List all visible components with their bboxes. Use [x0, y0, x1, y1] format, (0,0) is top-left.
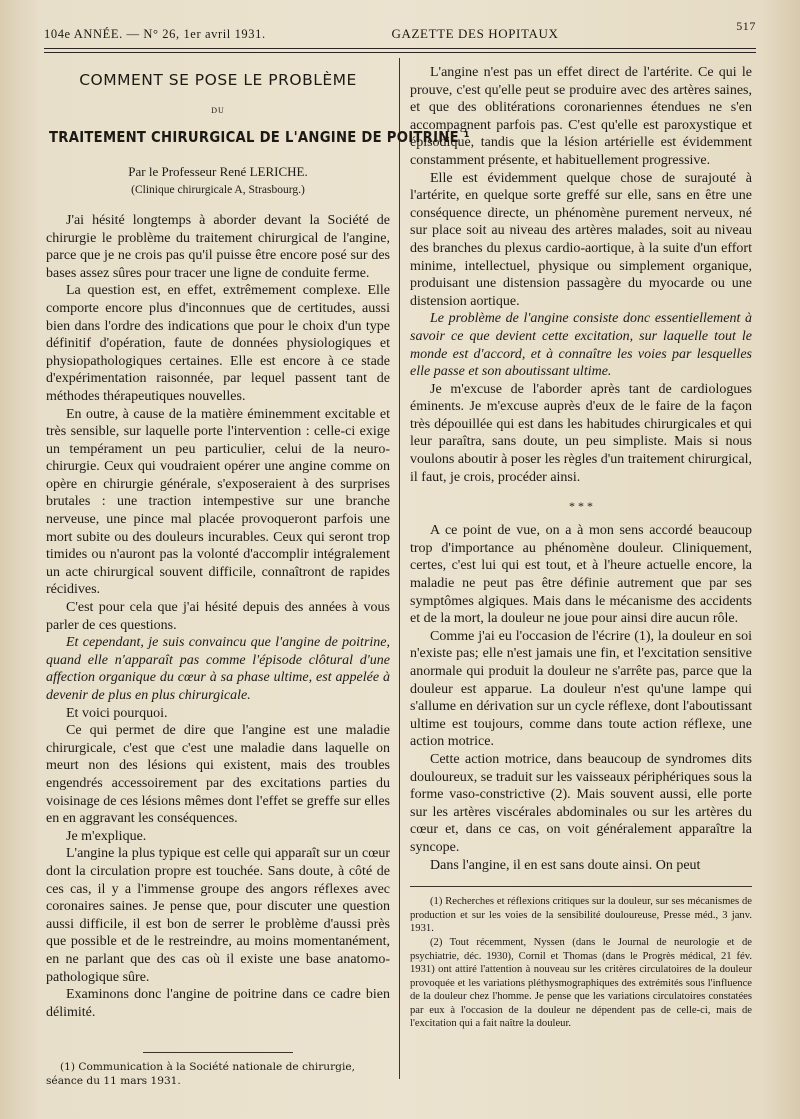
paragraph: L'angine n'est pas un effet direct de l'artérite. Ce qui le prouve, c'est qu'elle peut se produire avec des artères saines, et que des oblitérations coronariennes étendues ne s'en accompagnent parfois pas. C'est qu'elle est paroxystique et épisodique, tandis que la lésion artérielle est évidemment constamment présente, et habituellement progressive.	[410, 65, 752, 168]
header-rule-top	[44, 48, 756, 49]
paragraph: Cette action motrice, dans beaucoup de syndromes dits douloureux, se traduit sur les vaisseaux périphériques sous la forme vaso-constrictive (2). Mais souvent aussi, elle porte sur les artères viscérales abdominales ou sur les artères du cœur et, dans ce cas, on voit généralement apparaître la syncope.	[410, 751, 752, 855]
left-footnote-block	[46, 1052, 390, 1088]
paragraph: Comme j'ai eu l'occasion de l'écrire (1), la douleur en soi n'existe pas; elle n'est jamais une fin, et l'excitation sensitive anormale qui produit la douleur ne s'arrête pas, parce que la douleur est apparue. La douleur n'est qu'une lampe qui s'allume en dérivation sur un cycle réflexe, dont l'aboutissant ultime est toujours, comme dans toute action réflexe, une action motrice.	[410, 628, 752, 750]
paragraph: Je m'excuse de l'aborder après tant de cardiologues éminents. Je m'excuse auprès d'eux de le faire de la façon très dépouillée qui est dans les habitudes chirurgicales et qui leur paraîtra, sans doute, un peu simpliste. Mais si nous voulons aboutir à poser les règles d'un traitement chirurgical, il faut, je crois, procéder ainsi.	[410, 381, 752, 485]
journal-name: GAZETTE DES HOPITAUX	[391, 26, 559, 41]
paragraph: La question est, en effet, extrêmement complexe. Elle comporte encore plus d'inconnues que de certitudes, aussi bien dans l'ordre des indications que pour le choix d'un type définitif d'opération, faute de données physiologiques et physiopathologiques certaines. Elle est encore à ce stade d'expérimentation raisonnée, par lequel passent tant de méthodes thérapeutiques nouvelles.	[46, 283, 390, 404]
article-title-line1: COMMENT SE POSE LE PROBLÈME	[79, 71, 357, 89]
right-column	[410, 64, 752, 1079]
paragraph: Dans l'angine, il en est sans doute ainsi. On peut	[430, 857, 701, 873]
left-column	[46, 64, 470, 1079]
right-body-text-bottom	[410, 522, 752, 874]
footnote: (1) Communication à la Société nationale de chirurgie, séance du 11 mars 1931.	[46, 1061, 355, 1087]
footnote: (2) Tout récemment, Nyssen (dans le Journal de neurologie et de psychiatrie, déc. 1930), Cornil et Thomas (dans le Progrès médical, 21 fév. 1931) ont attiré l'attention à nouveau sur les critères circulatoires de la douleur provoquée et les variations pléthysmographiques des extrémités sous l'influence de la douleur chez l'homme. Je pense que les variations circulatoires constatées par eux à l'occasion de la douleur ne dépendent pas de celle-ci, mais de l'excitation qui a fait naître la douleur.	[410, 936, 752, 1030]
column-divider	[399, 58, 400, 1079]
paragraph: Et cependant, je suis convaincu que l'angine de poitrine, quand elle n'apparaît pas comme l'épisode clôtural d'une affection organique du cœur à sa phase ultime, est appelée à devenir de plus en plus chirurgicale.	[46, 635, 390, 703]
left-body-text	[46, 212, 390, 1021]
right-footnotes	[410, 895, 752, 1031]
paragraph: Examinons donc l'angine de poitrine dans ce cadre bien délimité.	[46, 987, 390, 1020]
section-separator: * * *	[569, 499, 593, 514]
paragraph: Le problème de l'angine consiste donc essentiellement à savoir ce que devient cette excitation, sur laquelle tout le monde est d'accord, et à connaître les voies par lesquelles elle passe et son aboutissant ultime.	[410, 311, 752, 380]
running-header	[44, 18, 756, 42]
paragraph: Ce qui permet de dire que l'angine est une maladie chirurgicale, c'est que c'est une maladie dans laquelle on meurt non des lésions qui existent, mais des troubles engendrés accessoirement par des excitations parties du voisinage de ces lésions mêmes dont l'effet se greffe sur elles en en aggravant les conséquences.	[46, 723, 390, 827]
paragraph: J'ai hésité longtemps à aborder devant la Société de chirurgie le problème du traitement chirurgical de l'angine, parce que je ne crois pas qu'il puisse être encore posé sur des bases assez sûres pour tracer une ligne de conduite ferme.	[46, 212, 390, 281]
paragraph: C'est pour cela que j'ai hésité depuis des années à vous parler de ces questions.	[46, 600, 390, 633]
paragraph: Et voici pourquoi.	[66, 705, 168, 721]
paragraph: Je m'explique.	[66, 828, 147, 844]
issue-info: 104e ANNÉE. — N° 26, 1er avril 1931.	[44, 27, 266, 41]
article-title-line2: DU	[211, 105, 225, 115]
footnote-rule	[143, 1052, 293, 1053]
paragraph: A ce point de vue, on a à mon sens accordé beaucoup trop d'importance au phénomène douleur. Cliniquement, certes, c'est lui qui est tout, et à l'heure actuelle encore, la maladie ne peut pas être définie autrement que par ses symptômes algiques. Mais dans le mécanisme des accidents et de la mort, la douleur ne joue pour ainsi dire aucun rôle.	[410, 523, 752, 627]
author-affiliation: (Clinique chirurgicale A, Strasbourg.)	[131, 184, 305, 197]
paragraph: L'angine la plus typique est celle qui apparaît sur un cœur dont la circulation propre est touchée. Sans doute, à côté de ces cas, il y a l'immense groupe des angors réflexes avec coronaires saines. Je pense que, pour discuter une question aussi difficile, il est bon de serrer le problème d'aussi près que possible et de le restreindre, au moins momentanément, en ne parlant que des cas où il existe une base anatomo-pathologique sûre.	[46, 846, 390, 985]
header-rule-bottom	[44, 52, 756, 53]
paragraph: Elle est évidemment quelque chose de surajouté à l'artérite, en quelque sorte greffé sur elle, sans en être une conséquence directe, un phénomène purement nerveux, né sur place soit au niveau des artères malades, soit au niveau des branches du plexus cardio-aortique, à la suite d'un effort minime, intellectuel, physique ou simplement organique, produisant une distension passagère du myocarde ou une distension aortique.	[410, 170, 752, 309]
paragraph: En outre, à cause de la matière éminemment excitable et très sensible, sur laquelle porte l'intervention : celle-ci exige un tempérament un peu particulier, celui de la neuro-chirurgie. Ceux qui voudraient opérer une angine comme on opère en chirurgie générale, s'exposeraient à des surprises brutales : une traction intempestive sur une branche nerveuse, une pince mal placée provoqueront parfois une mort subite ou des douleurs incurables. Ceux qui seront trop timides ou n'auront pas la volonté d'accomplir intégralement un acte chirurgical souvent difficile, connaîtront de rapides récidives.	[46, 406, 390, 598]
author-byline: Par le Professeur René LERICHE.	[128, 163, 308, 179]
article-title-line3: TRAITEMENT CHIRURGICAL DE L'ANGINE DE POITRINE ¹	[49, 128, 470, 147]
footnote-rule	[410, 886, 752, 887]
right-body-text-top	[410, 64, 752, 486]
page-number: 517	[736, 19, 756, 33]
footnote: (1) Recherches et réflexions critiques sur la douleur, sur ses mécanismes de production et sur les voies de la sensibilité douloureuse, Presse méd., 3 janv. 1931.	[410, 896, 752, 935]
